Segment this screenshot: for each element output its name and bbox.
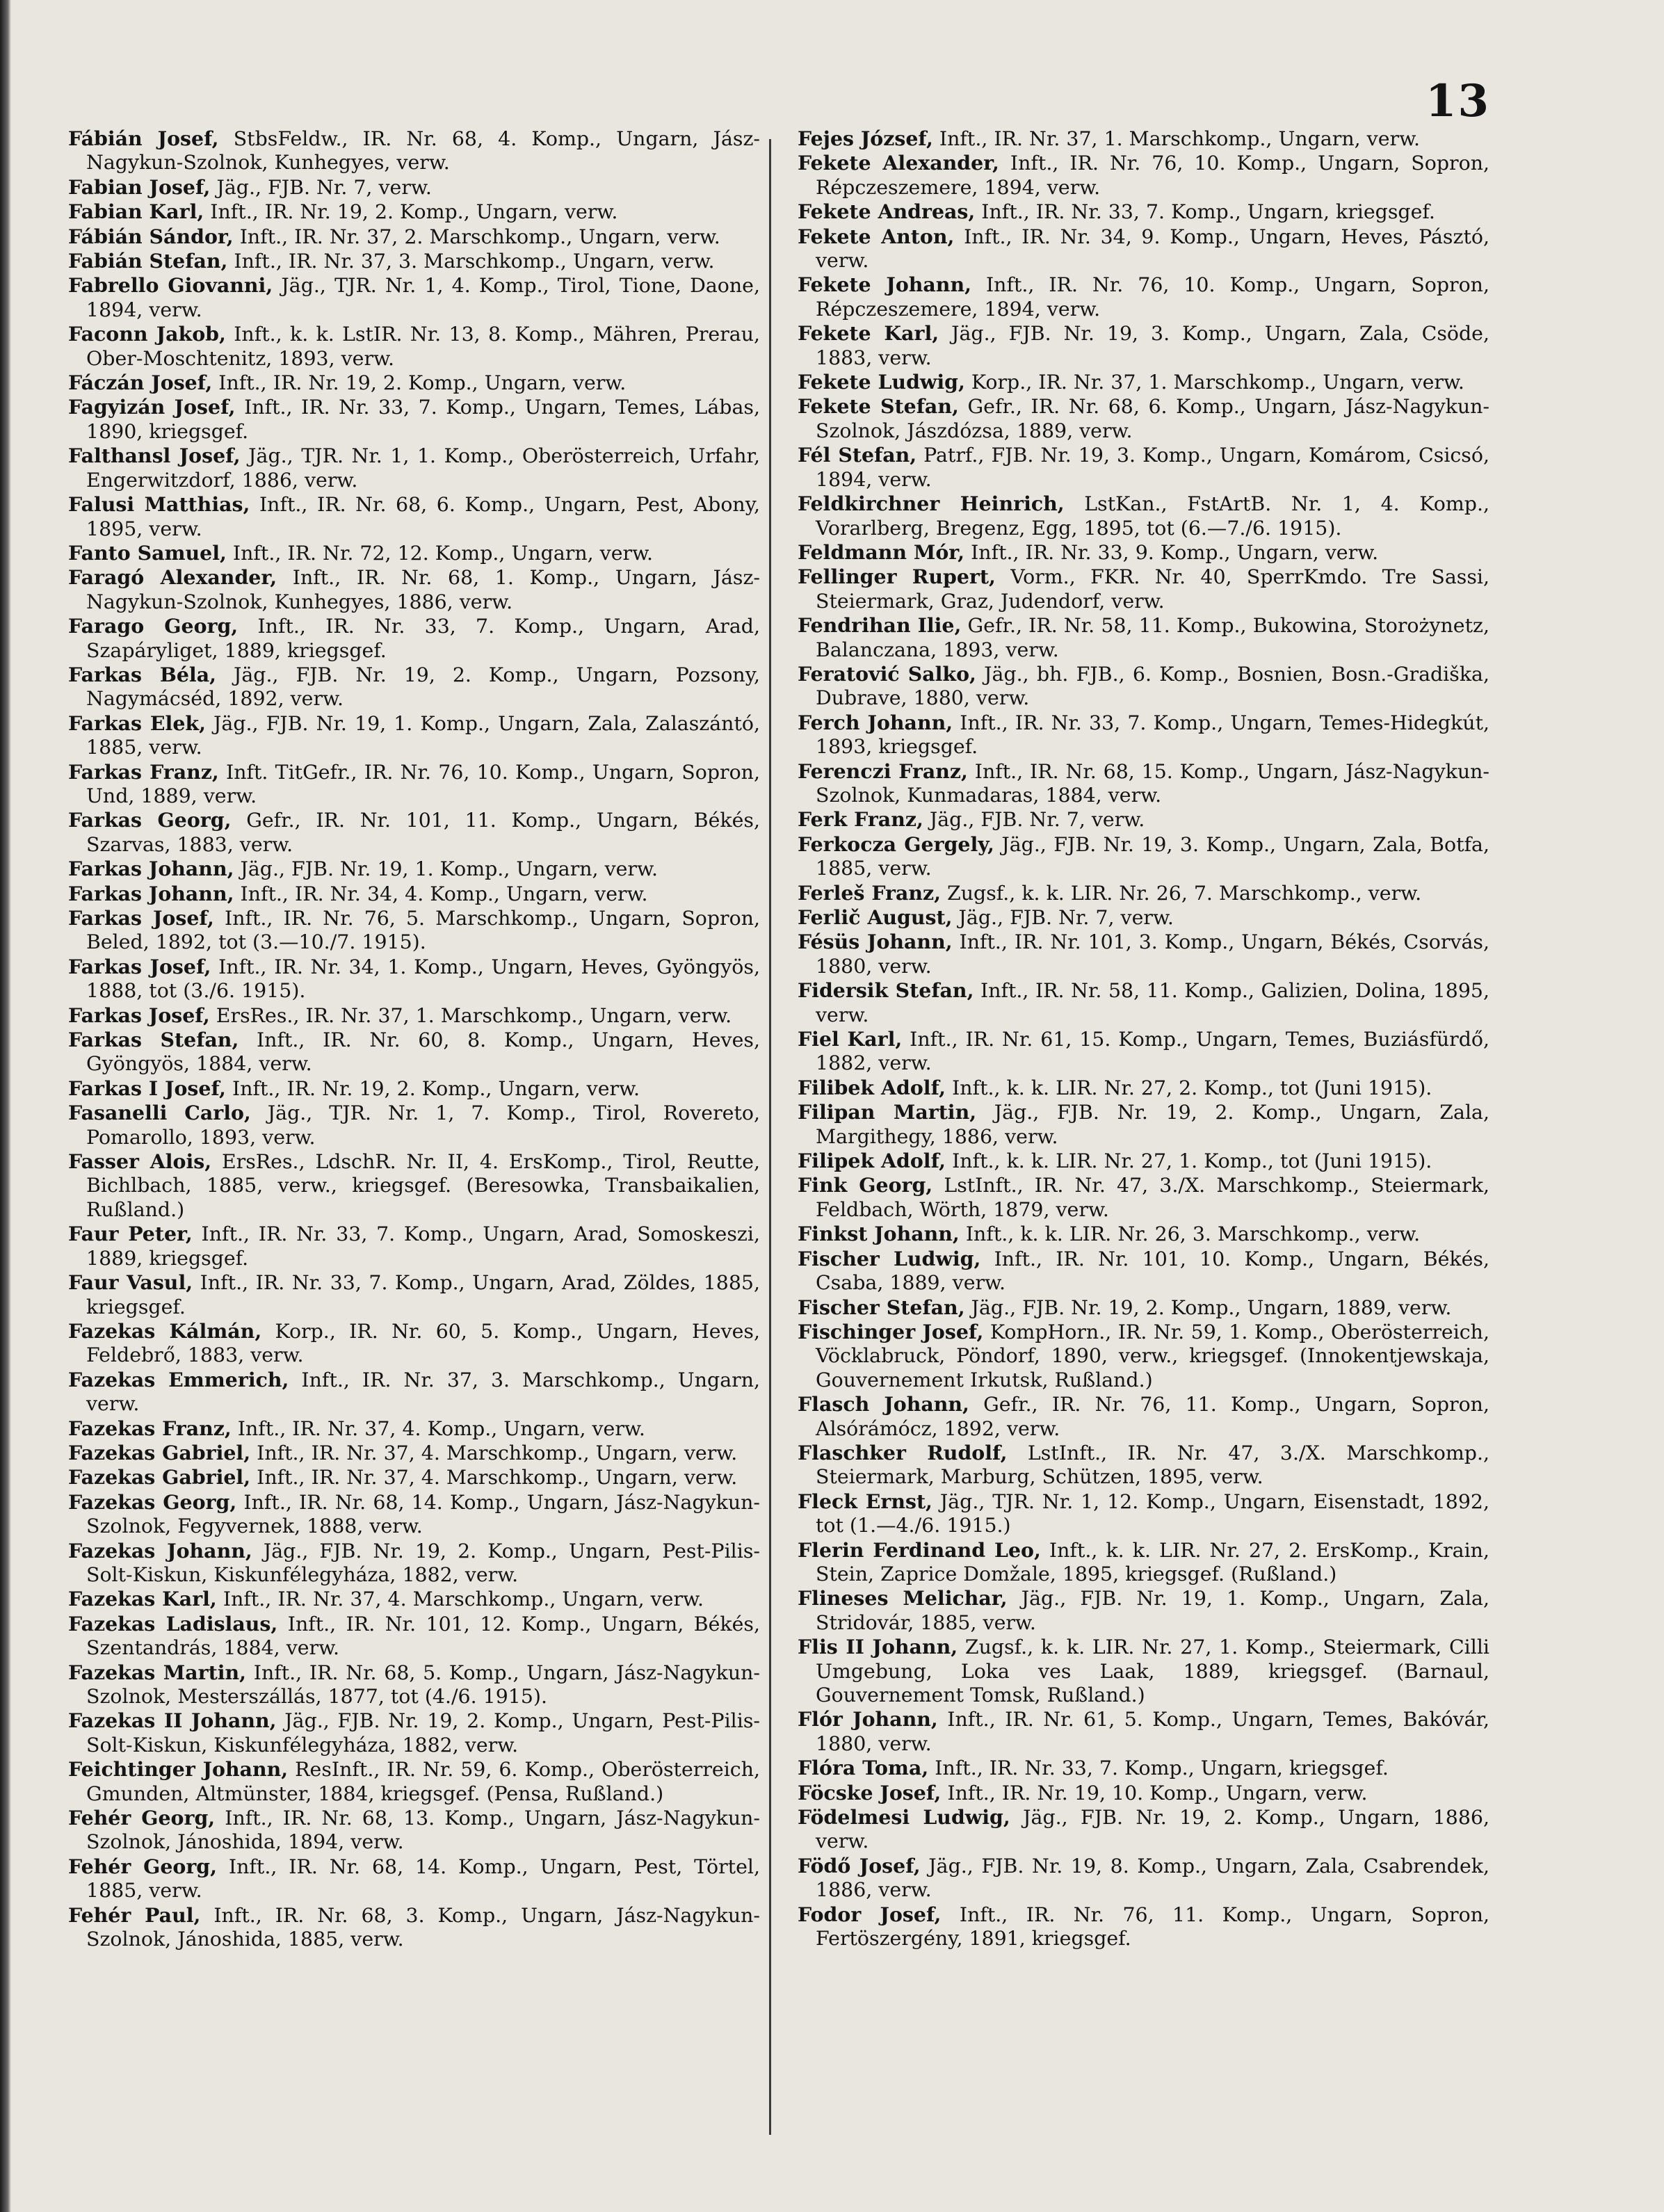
entry-name: Fidersik Stefan,: [798, 978, 974, 1003]
entry-name: Fehér Georg,: [68, 1854, 218, 1878]
entry-details: Inft., IR. Nr. 60, 8. Komp., Ungarn, Heves, Gyöngyös, 1884, verw.: [86, 1028, 760, 1076]
entry-name: Fehér Paul,: [68, 1903, 201, 1927]
register-entry: [68, 882, 760, 906]
entry-details: Jäg., TJR. Nr. 1, 4. Komp., Tirol, Tione, Daone, 1894, verw.: [86, 274, 760, 321]
entry-details: LstKan., FstArtB. Nr. 1, 4. Komp., Vorarlberg, Bregenz, Egg, 1895, tot (6.—7./6. 1915).: [816, 492, 1489, 540]
entry-name: Fekete Johann,: [798, 273, 971, 297]
entry-details: Inft., IR. Nr. 76, 10. Komp., Ungarn, Sopron, Répczeszemere, 1894, verw.: [816, 152, 1489, 199]
entry-name: Ferlič August,: [798, 905, 953, 929]
register-entry: [68, 711, 760, 760]
register-entry: [68, 444, 760, 492]
entry-name: Fagyizán Josef,: [68, 395, 236, 419]
entry-details: Inft., IR. Nr. 76, 11. Komp., Ungarn, Sopron, Fertöszergény, 1891, kriegsgef.: [816, 1903, 1489, 1951]
entry-details: Gefr., IR. Nr. 76, 11. Komp., Ungarn, Sopron, Alsórámócz, 1892, verw.: [816, 1393, 1489, 1440]
entry-details: Inft., IR. Nr. 34, 9. Komp., Ungarn, Heves, Pásztó, verw.: [816, 225, 1489, 273]
register-entry: [68, 1709, 760, 1757]
register-entry: [798, 443, 1489, 492]
register-entry: [68, 857, 760, 881]
register-entry: [798, 1538, 1489, 1587]
entry-name: Fábián Josef,: [68, 127, 219, 150]
register-entry: [798, 832, 1489, 881]
register-entry: [68, 200, 760, 224]
entry-details: Jäg., FJB. Nr. 19, 8. Komp., Ungarn, Zala, Csabrendek, 1886, verw.: [816, 1854, 1489, 1902]
entry-name: Faragó Alexander,: [68, 565, 277, 590]
register-entry: [68, 322, 760, 371]
register-entry: [68, 371, 760, 395]
entry-details: Inft., IR. Nr. 101, 3. Komp., Ungarn, Békés, Csorvás, 1880, verw.: [816, 930, 1490, 978]
entry-name: Fekete Alexander,: [798, 151, 999, 175]
register-entry: [68, 906, 760, 955]
register-entry: [68, 1149, 760, 1222]
entry-details: Jäg., TJR. Nr. 1, 1. Komp., Oberösterreich, Urfahr, Engerwitzdorf, 1886, verw.: [86, 444, 760, 492]
register-entry: [68, 760, 760, 809]
entry-name: Faur Vasul,: [68, 1270, 193, 1295]
entry-details: Inft., IR. Nr. 37, 4. Marschkomp., Ungarn, verw.: [250, 1466, 738, 1490]
register-entry: [68, 1855, 760, 1903]
entry-name: Fehér Georg,: [68, 1806, 216, 1830]
entry-name: Farkas Béla,: [68, 662, 216, 686]
entry-details: Zugsf., k. k. LIR. Nr. 26, 7. Marschkomp., verw.: [941, 881, 1422, 905]
entry-details: Inft., k. k. LstIR. Nr. 13, 8. Komp., Mähren, Prerau, Ober-Moschtenitz, 1893, verw.: [86, 323, 761, 370]
register-entry: [798, 1320, 1489, 1392]
entry-name: Fekete Anton,: [798, 224, 955, 248]
register-entry: [798, 1027, 1489, 1076]
entry-name: Farkas Stefan,: [68, 1028, 239, 1052]
entry-details: Jäg., FJB. Nr. 19, 1. Komp., Ungarn, Zala, Zalaszántó, 1885, verw.: [86, 711, 760, 759]
entry-details: Inft., IR. Nr. 61, 5. Komp., Ungarn, Temes, Bakóvár, 1880, verw.: [816, 1708, 1489, 1755]
register-entry: [798, 1781, 1489, 1805]
register-entry: [798, 1076, 1489, 1100]
register-entry: [798, 807, 1489, 832]
entry-details: Korp., IR. Nr. 37, 1. Marschkomp., Ungarn, verw.: [964, 371, 1464, 394]
entry-name: Farkas Elek,: [68, 711, 206, 735]
entry-details: Inft., IR. Nr. 37, 4. Marschkomp., Ungarn, verw.: [250, 1441, 738, 1464]
entry-details: Korp., IR. Nr. 60, 5. Komp., Ungarn, Heves, Feldebrő, 1883, verw.: [86, 1319, 761, 1367]
register-entry: [798, 662, 1489, 711]
entry-details: LstInft., IR. Nr. 47, 3./X. Marschkomp., Steiermark, Marburg, Schützen, 1895, verw.: [816, 1441, 1489, 1489]
register-entry: [798, 565, 1489, 613]
register-entry: [68, 1587, 760, 1611]
entry-name: Flór Johann,: [798, 1707, 938, 1731]
entry-details: Inft., IR. Nr. 58, 11. Komp., Galizien, Dolina, 1895, verw.: [816, 979, 1489, 1026]
entry-name: Filipan Martin,: [798, 1100, 977, 1124]
register-entry: [798, 905, 1489, 930]
entry-name: Fasanelli Carlo,: [68, 1101, 251, 1125]
register-entry: [798, 273, 1489, 321]
entry-details: Jäg., FJB. Nr. 19, 2. Komp., Ungarn, Pozsony, Nagymácséd, 1892, verw.: [86, 663, 761, 711]
entry-details: Inft., IR. Nr. 68, 13. Komp., Ungarn, Jász-Nagykun-Szolnok, Jánoshida, 1894, verw.: [86, 1807, 760, 1854]
entry-name: Fazekas Johann,: [68, 1538, 252, 1563]
entry-details: Jäg., FJB. Nr. 19, 2. Komp., Ungarn, Zala, Margithegy, 1886, verw.: [816, 1101, 1489, 1148]
register-entry: [798, 1295, 1489, 1320]
entry-name: Faur Peter,: [68, 1222, 193, 1246]
page-number: 13: [1425, 75, 1491, 127]
entry-details: Jäg., FJB. Nr. 19, 2. Komp., Ungarn, Pest-Pilis-Solt-Kiskun, Kiskunfélegyháza, 1882, verw.: [86, 1709, 760, 1757]
register-entry: [798, 370, 1489, 394]
register-entry: [798, 151, 1489, 200]
entry-name: Flóra Toma,: [798, 1756, 929, 1780]
register-entry: [68, 1222, 760, 1270]
entry-details: StbsFeldw., IR. Nr. 68, 4. Komp., Ungarn, Jász-Nagykun-Szolnok, Kunhegyes, verw.: [86, 127, 760, 175]
entry-name: Fáczán Josef,: [68, 371, 213, 395]
entry-details: Gefr., IR. Nr. 58, 11. Komp., Bukowina, Storożynetz, Balanczana, 1893, verw.: [816, 614, 1489, 661]
register-entry: [68, 808, 760, 857]
entry-details: Inft., IR. Nr. 33, 7. Komp., Ungarn, Arad, Szapáryliget, 1889, kriegsgef.: [86, 615, 760, 662]
register-entry: [68, 1368, 760, 1416]
left-column: [68, 127, 760, 1951]
entry-name: Ferk Franz,: [798, 807, 923, 832]
entry-name: Fésüs Johann,: [798, 930, 953, 954]
entry-name: Farkas Franz,: [68, 759, 219, 784]
register-entry: [798, 1586, 1489, 1635]
entry-name: Fiel Karl,: [798, 1027, 903, 1051]
register-entry: [68, 955, 760, 1003]
register-entry: [68, 565, 760, 614]
entry-details: Inft., IR. Nr. 33, 7. Komp., Ungarn, Temes-Hidegkút, 1893, kriegsgef.: [816, 711, 1489, 759]
register-entry: [68, 614, 760, 663]
entry-details: Inft., IR. Nr. 19, 2. Komp., Ungarn, verw.: [225, 1076, 640, 1100]
register-entry: [68, 1076, 760, 1101]
entry-details: Inft., IR. Nr. 68, 6. Komp., Ungarn, Pest, Abony, 1895, verw.: [86, 493, 760, 540]
register-entry: [798, 881, 1489, 905]
entry-name: Flerin Ferdinand Leo,: [798, 1537, 1041, 1562]
entry-name: Fasser Alois,: [68, 1149, 212, 1174]
entry-name: Fabian Josef,: [68, 175, 211, 199]
register-entry: [798, 1222, 1489, 1246]
entry-name: Faconn Jakob,: [68, 322, 226, 346]
entry-name: Fischer Ludwig,: [798, 1246, 981, 1270]
entry-details: Inft., IR. Nr. 34, 1. Komp., Ungarn, Heves, Gyöngyös, 1888, tot (3./6. 1915).: [86, 955, 760, 1003]
entry-details: Inft., IR. Nr. 19, 10. Komp., Ungarn, verw.: [941, 1781, 1368, 1805]
entry-name: Fazekas II Johann,: [68, 1709, 277, 1733]
right-column: [798, 127, 1489, 1951]
register-entry: [68, 249, 760, 273]
register-entry: [68, 492, 760, 541]
entry-details: Inft., k. k. LIR. Nr. 27, 1. Komp., tot (Juni 1915).: [946, 1149, 1432, 1173]
entry-details: Patrf., FJB. Nr. 19, 3. Komp., Ungarn, Komárom, Csicsó, 1894, verw.: [816, 444, 1489, 491]
entry-details: Jäg., FJB. Nr. 19, 3. Komp., Ungarn, Zala, Csöde, 1883, verw.: [816, 322, 1489, 369]
register-entry: [68, 1661, 760, 1709]
register-entry: [68, 1757, 760, 1806]
entry-details: Jäg., FJB. Nr. 7, verw.: [952, 906, 1174, 929]
register-entry: [798, 540, 1489, 565]
entry-name: Fazekas Gabriel,: [68, 1465, 251, 1490]
register-entry: [798, 1100, 1489, 1149]
entry-details: Inft., IR. Nr. 34, 4. Komp., Ungarn, verw.: [234, 882, 648, 905]
register-entry: [68, 1903, 760, 1952]
entry-details: Inft., IR. Nr. 19, 2. Komp., Ungarn, verw.: [204, 200, 618, 224]
entry-details: Inft., IR. Nr. 37, 4. Komp., Ungarn, verw.: [231, 1416, 645, 1440]
register-entry: [798, 394, 1489, 443]
entry-name: Födő Josef,: [798, 1853, 921, 1878]
register-entry: [798, 711, 1489, 759]
register-entry: [798, 978, 1489, 1027]
register-entry: [68, 273, 760, 322]
register-entry: [68, 127, 760, 175]
register-entry: [798, 1173, 1489, 1222]
entry-name: Fendrihan Ilie,: [798, 613, 962, 638]
register-entry: [798, 1149, 1489, 1173]
register-entry: [68, 541, 760, 565]
entry-name: Flaschker Rudolf,: [798, 1440, 1008, 1464]
entry-details: Inft., IR. Nr. 33, 7. Komp., Ungarn, Arad, Somoskeszi, 1889, kriegsgef.: [86, 1222, 760, 1270]
entry-name: Falusi Matthias,: [68, 492, 250, 517]
entry-details: Jäg., TJR. Nr. 1, 7. Komp., Tirol, Rovereto, Pomarollo, 1893, verw.: [86, 1101, 760, 1149]
register-entry: [798, 1635, 1489, 1707]
entry-details: LstInft., IR. Nr. 47, 3./X. Marschkomp., Steiermark, Feldbach, Wörth, 1879, verw.: [816, 1174, 1490, 1221]
entry-name: Filibek Adolf,: [798, 1075, 946, 1099]
entry-details: Inft., IR. Nr. 33, 7. Komp., Ungarn, kriegsgef.: [975, 200, 1435, 224]
register-entry: [68, 1490, 760, 1539]
entry-name: Farkas Georg,: [68, 808, 232, 832]
register-entry: [798, 1707, 1489, 1756]
entry-details: Jäg., FJB. Nr. 19, 1. Komp., Ungarn, verw.: [234, 857, 658, 881]
entry-name: Fazekas Franz,: [68, 1416, 232, 1440]
register-entry: [68, 1003, 760, 1028]
entry-details: Inft., IR. Nr. 68, 5. Komp., Ungarn, Jász-Nagykun-Szolnok, Mesterszállás, 1877, tot (4./6. 1915).: [86, 1661, 760, 1708]
register-entry: [798, 930, 1489, 978]
entry-name: Fazekas Martin,: [68, 1660, 247, 1684]
entry-name: Fazekas Gabriel,: [68, 1440, 251, 1464]
entry-details: Inft., IR. Nr. 37, 1. Marschkomp., Ungarn, verw.: [932, 127, 1421, 150]
register-entry: [68, 395, 760, 444]
entry-name: Fink Georg,: [798, 1173, 933, 1197]
register-entry: [68, 1416, 760, 1441]
entry-details: Inft., IR. Nr. 101, 12. Komp., Ungarn, Békés, Szentandrás, 1884, verw.: [86, 1612, 760, 1660]
entry-name: Farkas Josef,: [68, 906, 214, 930]
entry-details: Inft., IR. Nr. 33, 7. Komp., Ungarn, Temes, Lábas, 1890, kriegsgef.: [86, 396, 760, 443]
entry-details: Jäg., FJB. Nr. 7, verw.: [923, 808, 1145, 832]
entry-details: Inft., IR. Nr. 33, 9. Komp., Ungarn, verw.: [964, 540, 1379, 564]
register-entry: [798, 1854, 1489, 1903]
register-entry: [798, 1903, 1489, 1951]
entry-details: Inft., IR. Nr. 72, 12. Komp., Ungarn, verw.: [226, 541, 654, 565]
entry-details: Inft., IR. Nr. 33, 7. Komp., Ungarn, Arad, Zöldes, 1885, kriegsgef.: [86, 1271, 760, 1318]
register-entry: [798, 127, 1489, 151]
entry-name: Feldmann Mór,: [798, 540, 965, 564]
register-entry: [798, 1247, 1489, 1295]
entry-details: Jäg., FJB. Nr. 19, 3. Komp., Ungarn, Zala, Botfa, 1885, verw.: [816, 832, 1489, 880]
entry-details: Inft., k. k. LIR. Nr. 26, 3. Marschkomp., verw.: [959, 1222, 1421, 1246]
entry-details: Jäg., FJB. Nr. 19, 2. Komp., Ungarn, 1889, verw.: [964, 1295, 1452, 1319]
entry-details: Inft., IR. Nr. 101, 10. Komp., Ungarn, Békés, Csaba, 1889, verw.: [816, 1247, 1489, 1295]
entry-name: Ferkocza Gergely,: [798, 832, 994, 856]
entry-name: Farkas Johann,: [68, 857, 234, 881]
entry-details: Jäg., FJB. Nr. 19, 2. Komp., Ungarn, Pest-Pilis-Solt-Kiskun, Kiskunfélegyháza, 1882, verw.: [86, 1539, 760, 1586]
entry-name: Farkas I Josef,: [68, 1076, 226, 1100]
register-entry: [798, 1756, 1489, 1780]
entry-details: Inft., IR. Nr. 37, 3. Marschkomp., Ungarn, verw.: [227, 250, 715, 273]
entry-name: Fischer Stefan,: [798, 1295, 965, 1319]
entry-details: Inft. TitGefr., IR. Nr. 76, 10. Komp., Ungarn, Sopron, Und, 1889, verw.: [86, 760, 760, 807]
register-entry: [68, 225, 760, 249]
register-entry: [798, 321, 1489, 370]
entry-name: Farago Georg,: [68, 614, 239, 638]
entry-name: Fazekas Kálmán,: [68, 1318, 262, 1343]
entry-details: Inft., IR. Nr. 61, 15. Komp., Ungarn, Temes, Buziásfürdő, 1882, verw.: [816, 1028, 1490, 1075]
register-entry: [68, 663, 760, 711]
entry-details: KompHorn., IR. Nr. 59, 1. Komp., Oberösterreich, Vöcklabruck, Pöndorf, 1890, verw., kriegsgef. (Innokentjewskaja, Gouvernement Irkutsk, Rußland.): [816, 1320, 1489, 1391]
entry-name: Fazekas Georg,: [68, 1490, 237, 1514]
entry-details: Inft., IR. Nr. 37, 3. Marschkomp., Ungarn, verw.: [86, 1368, 760, 1416]
entry-details: Inft., IR. Nr. 68, 3. Komp., Ungarn, Jász-Nagykun-Szolnok, Jánoshida, 1885, verw.: [86, 1903, 760, 1951]
page-binding-edge: [0, 0, 11, 2212]
register-entry: [68, 1270, 760, 1319]
entry-details: Inft., IR. Nr. 37, 4. Marschkomp., Ungarn, verw.: [216, 1588, 704, 1611]
entry-details: Jäg., FJB. Nr. 7, verw.: [210, 175, 432, 199]
register-entry: [798, 225, 1489, 273]
register-entry: [798, 1490, 1489, 1538]
entry-name: Födelmesi Ludwig,: [798, 1805, 1010, 1830]
entry-details: ErsRes., IR. Nr. 37, 1. Marschkomp., Ungarn, verw.: [209, 1003, 732, 1027]
entry-details: Inft., IR. Nr. 68, 14. Komp., Ungarn, Pest, Törtel, 1885, verw.: [86, 1855, 760, 1903]
entry-details: ErsRes., LdschR. Nr. II, 4. ErsKomp., Tirol, Reutte, Bichlbach, 1885, verw., kriegsgef. (Beresowka, Transbaikalien, Rußland.): [86, 1150, 760, 1221]
entry-name: Fekete Karl,: [798, 321, 939, 346]
entry-details: Gefr., IR. Nr. 68, 6. Komp., Ungarn, Jász-Nagykun-Szolnok, Jászdózsa, 1889, verw.: [816, 395, 1489, 442]
entry-details: Inft., k. k. LIR. Nr. 27, 2. Komp., tot (Juni 1915).: [946, 1076, 1432, 1099]
register-entry: [798, 613, 1489, 662]
entry-name: Farkas Josef,: [68, 1003, 210, 1027]
entry-details: Jäg., FJB. Nr. 19, 1. Komp., Ungarn, Zala, Stridovár, 1885, verw.: [816, 1587, 1490, 1634]
entry-details: Gefr., IR. Nr. 101, 11. Komp., Ungarn, Békés, Szarvas, 1883, verw.: [86, 809, 760, 856]
entry-name: Farkas Johann,: [68, 881, 234, 905]
register-entry: [68, 1319, 760, 1368]
entry-details: Inft., IR. Nr. 76, 10. Komp., Ungarn, Sopron, Répczeszemere, 1894, verw.: [816, 273, 1489, 321]
entry-name: Fabrello Giovanni,: [68, 273, 273, 298]
entry-name: Fazekas Ladislaus,: [68, 1611, 278, 1636]
entry-name: Fekete Andreas,: [798, 200, 976, 224]
entry-details: Vorm., FKR. Nr. 40, SperrKmdo. Tre Sassi, Steiermark, Graz, Judendorf, verw.: [816, 565, 1490, 613]
entry-name: Fekete Ludwig,: [798, 370, 965, 394]
register-entry: [68, 1539, 760, 1588]
entry-name: Fabián Stefan,: [68, 249, 228, 273]
register-entry: [798, 1392, 1489, 1441]
entry-details: Inft., IR. Nr. 19, 2. Komp., Ungarn, verw.: [212, 371, 627, 395]
entry-name: Fazekas Emmerich,: [68, 1367, 289, 1391]
column-divider: [769, 139, 771, 2135]
register-entry: [798, 759, 1489, 808]
entry-name: Fleck Ernst,: [798, 1489, 932, 1513]
entry-name: Fanto Samuel,: [68, 540, 227, 565]
entry-name: Fejes József,: [798, 127, 933, 150]
register-entry: [68, 1028, 760, 1076]
entry-name: Fischinger Josef,: [798, 1319, 984, 1343]
entry-name: Ferenczi Franz,: [798, 759, 968, 783]
entry-name: Filipek Adolf,: [798, 1149, 946, 1173]
entry-details: Inft., IR. Nr. 68, 15. Komp., Ungarn, Jász-Nagykun-Szolnok, Kunmadaras, 1884, verw.: [816, 759, 1489, 807]
entry-name: Fél Stefan,: [798, 443, 917, 467]
entry-details: Jäg., FJB. Nr. 19, 2. Komp., Ungarn, 1886, verw.: [816, 1806, 1489, 1853]
entry-name: Fabian Karl,: [68, 200, 204, 224]
register-entry: [798, 200, 1489, 224]
entry-details: Inft., IR. Nr. 68, 1. Komp., Ungarn, Jász-Nagykun-Szolnok, Kunhegyes, 1886, verw.: [86, 566, 761, 613]
register-entry: [798, 1441, 1489, 1490]
entry-name: Fábián Sándor,: [68, 224, 234, 248]
entry-details: Jäg., bh. FJB., 6. Komp., Bosnien, Bosn.-Gradiška, Dubrave, 1880, verw.: [816, 662, 1489, 710]
register-entry: [68, 1441, 760, 1465]
entry-name: Fellinger Rupert,: [798, 565, 996, 589]
entry-name: Fekete Stefan,: [798, 394, 959, 419]
register-entry: [68, 1101, 760, 1149]
entry-name: Feldkirchner Heinrich,: [798, 492, 1065, 516]
entry-name: Finkst Johann,: [798, 1222, 960, 1246]
entry-details: Inft., IR. Nr. 37, 2. Marschkomp., Ungarn, verw.: [233, 225, 720, 248]
entry-details: Jäg., TJR. Nr. 1, 12. Komp., Ungarn, Eisenstadt, 1892, tot (1.—4./6. 1915.): [816, 1490, 1489, 1537]
entry-name: Flasch Johann,: [798, 1392, 969, 1416]
register-entry: [68, 175, 760, 200]
entry-name: Fodor Josef,: [798, 1902, 942, 1926]
entry-details: Inft., IR. Nr. 33, 7. Komp., Ungarn, kriegsgef.: [928, 1757, 1389, 1780]
register-entry: [68, 1612, 760, 1661]
register-entry: [68, 1806, 760, 1855]
entry-details: Inft., IR. Nr. 68, 14. Komp., Ungarn, Jász-Nagykun-Szolnok, Fegyvernek, 1888, verw.: [86, 1490, 760, 1538]
entry-name: Föcske Josef,: [798, 1780, 942, 1805]
entry-name: Fazekas Karl,: [68, 1587, 217, 1611]
entry-details: Inft., IR. Nr. 76, 5. Marschkomp., Ungarn, Sopron, Beled, 1892, tot (3.—10./7. 1915).: [86, 907, 761, 954]
entry-name: Falthansl Josef,: [68, 444, 241, 468]
entry-details: Zugsf., k. k. LIR. Nr. 27, 1. Komp., Steiermark, Cilli Umgebung, Loka ves Laak, 1889, kriegsgef. (Barnaul, Gouvernement Tomsk, Rußland.): [816, 1636, 1489, 1706]
entry-name: Ferch Johann,: [798, 710, 953, 734]
entry-details: Inft., k. k. LIR. Nr. 27, 2. ErsKomp., Krain, Stein, Zaprice Domžale, 1895, kriegsgef. (Rußland.): [816, 1538, 1489, 1585]
register-entry: [798, 492, 1489, 540]
entry-details: ResInft., IR. Nr. 59, 6. Komp., Oberösterreich, Gmunden, Altmünster, 1884, kriegsgef. (Pensa, Rußland.): [86, 1758, 761, 1805]
entry-name: Flineses Melichar,: [798, 1586, 1008, 1610]
register-entry: [798, 1805, 1489, 1854]
entry-name: Farkas Josef,: [68, 954, 211, 978]
entry-name: Ferleš Franz,: [798, 880, 941, 905]
entry-name: Feratović Salko,: [798, 661, 976, 686]
entry-name: Feichtinger Johann,: [68, 1757, 289, 1782]
entry-name: Flis II Johann,: [798, 1635, 958, 1659]
register-entry: [68, 1465, 760, 1490]
